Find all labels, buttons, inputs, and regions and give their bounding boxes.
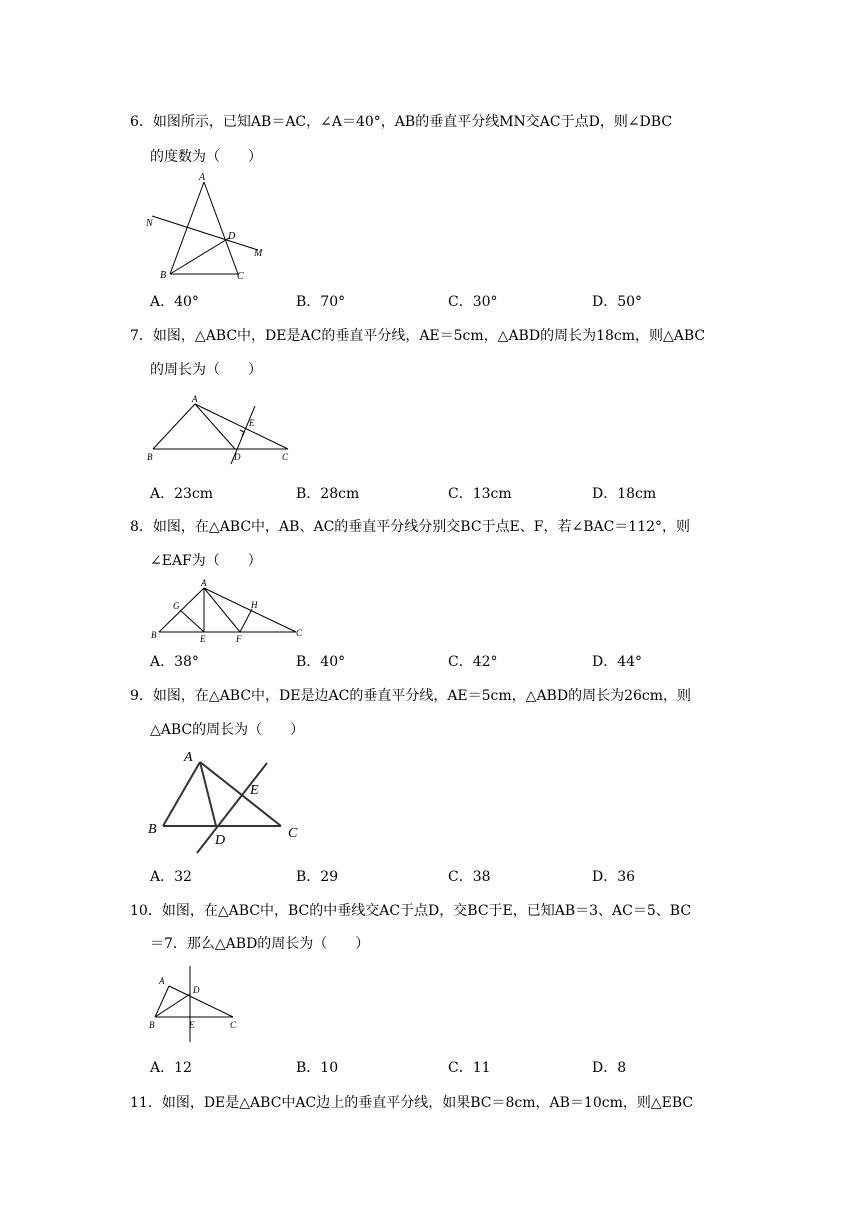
figure-6-label-a: A — [199, 172, 206, 183]
figure-7-label-a: A — [192, 394, 198, 404]
question-8-option-b[interactable]: B．40° — [296, 654, 346, 670]
figure-10-label-c: C — [230, 1020, 237, 1030]
question-6-option-b[interactable]: B．70° — [296, 294, 346, 310]
question-7-option-a[interactable]: A．23cm — [150, 486, 214, 502]
question-8-line-1: 8．如图，在△ABC中，AB、AC的垂直平分线分别交BC于点E、F，若∠BAC＝112°，则 — [130, 519, 691, 535]
question-9-figure — [143, 745, 313, 857]
question-10-line-1: 10．如图，在△ABC中，BC的中垂线交AC于点D，交BC于E，已知AB＝3、AC＝5、BC — [130, 903, 692, 919]
question-8-option-a[interactable]: A．38° — [150, 654, 199, 670]
figure-6-label-n: N — [146, 218, 153, 229]
figure-7-label-d: D — [234, 452, 241, 462]
figure-10-label-d: D — [193, 985, 200, 995]
question-9-option-a[interactable]: A．32 — [150, 869, 192, 885]
question-9-option-c[interactable]: C．38 — [448, 869, 491, 885]
figure-8-label-c: C — [296, 628, 303, 638]
question-6-option-a[interactable]: A．40° — [150, 294, 199, 310]
question-8-line-2: ∠EAF为（ ） — [150, 553, 262, 569]
figure-6-label-d: D — [228, 231, 236, 242]
question-10-option-d[interactable]: D．8 — [592, 1060, 627, 1076]
figure-9-label-d: D — [215, 833, 226, 848]
figure-6-label-m: M — [254, 248, 263, 259]
question-9-line-1: 9．如图，在△ABC中，DE是边AC的垂直平分线，AE＝5cm，△ABD的周长为26cm，则 — [130, 688, 691, 704]
figure-9-label-b: B — [148, 822, 157, 837]
figure-8-label-h: H — [251, 600, 258, 610]
figure-7-label-c: C — [282, 452, 289, 462]
question-7-line-2: 的周长为（ ） — [150, 362, 262, 378]
figure-8-label-g: G — [173, 601, 180, 611]
question-10-option-c[interactable]: C．11 — [448, 1060, 491, 1076]
question-11-line-1: 11．如图，DE是△ABC中AC边上的垂直平分线，如果BC＝8cm，AB＝10cm，则△EBC — [130, 1095, 694, 1111]
question-7-line-1: 7．如图，△ABC中，DE是AC的垂直平分线，AE＝5cm，△ABD的周长为18cm，则△ABC — [130, 328, 706, 344]
question-6-option-d[interactable]: D．50° — [592, 294, 643, 310]
question-6-line-1: 6．如图所示，已知AB＝AC，∠A＝40°，AB的垂直平分线MN交AC于点D，则∠DBC — [130, 114, 673, 130]
question-7-option-c[interactable]: C．13cm — [448, 486, 512, 502]
question-6-figure — [140, 168, 280, 286]
figure-8-label-f: F — [236, 634, 242, 644]
question-10-option-b[interactable]: B．10 — [296, 1060, 339, 1076]
figure-7-label-b: B — [147, 452, 153, 462]
question-9-option-b[interactable]: B．29 — [296, 869, 339, 885]
figure-9-label-c: C — [288, 826, 298, 841]
question-8-figure — [143, 578, 313, 648]
figure-10-label-b: B — [149, 1020, 155, 1030]
figure-6-label-b: B — [160, 270, 167, 281]
question-10-line-2: ＝7．那么△ABD的周长为（ ） — [150, 936, 370, 952]
question-7-figure — [143, 392, 303, 474]
question-6-line-2: 的度数为（ ） — [150, 149, 262, 165]
figure-8-label-b: B — [151, 630, 157, 640]
question-10-figure — [143, 962, 253, 1048]
question-9-line-2: △ABC的周长为（ ） — [150, 722, 305, 738]
figure-9-label-e: E — [250, 783, 259, 798]
figure-10-label-a: A — [159, 976, 165, 986]
figure-9-label-a: A — [184, 750, 193, 765]
figure-6-label-c: C — [237, 271, 244, 282]
question-10-option-a[interactable]: A．12 — [150, 1060, 192, 1076]
question-7-option-d[interactable]: D．18cm — [592, 486, 657, 502]
figure-7-label-e: E — [249, 418, 255, 428]
figure-8-label-e: E — [200, 634, 206, 644]
question-8-option-c[interactable]: C．42° — [448, 654, 498, 670]
question-7-option-b[interactable]: B．28cm — [296, 486, 360, 502]
figure-8-label-a: A — [201, 578, 207, 588]
question-8-option-d[interactable]: D．44° — [592, 654, 643, 670]
figure-10-label-e: E — [189, 1020, 195, 1030]
question-6-option-c[interactable]: C．30° — [448, 294, 498, 310]
question-9-option-d[interactable]: D．36 — [592, 869, 636, 885]
